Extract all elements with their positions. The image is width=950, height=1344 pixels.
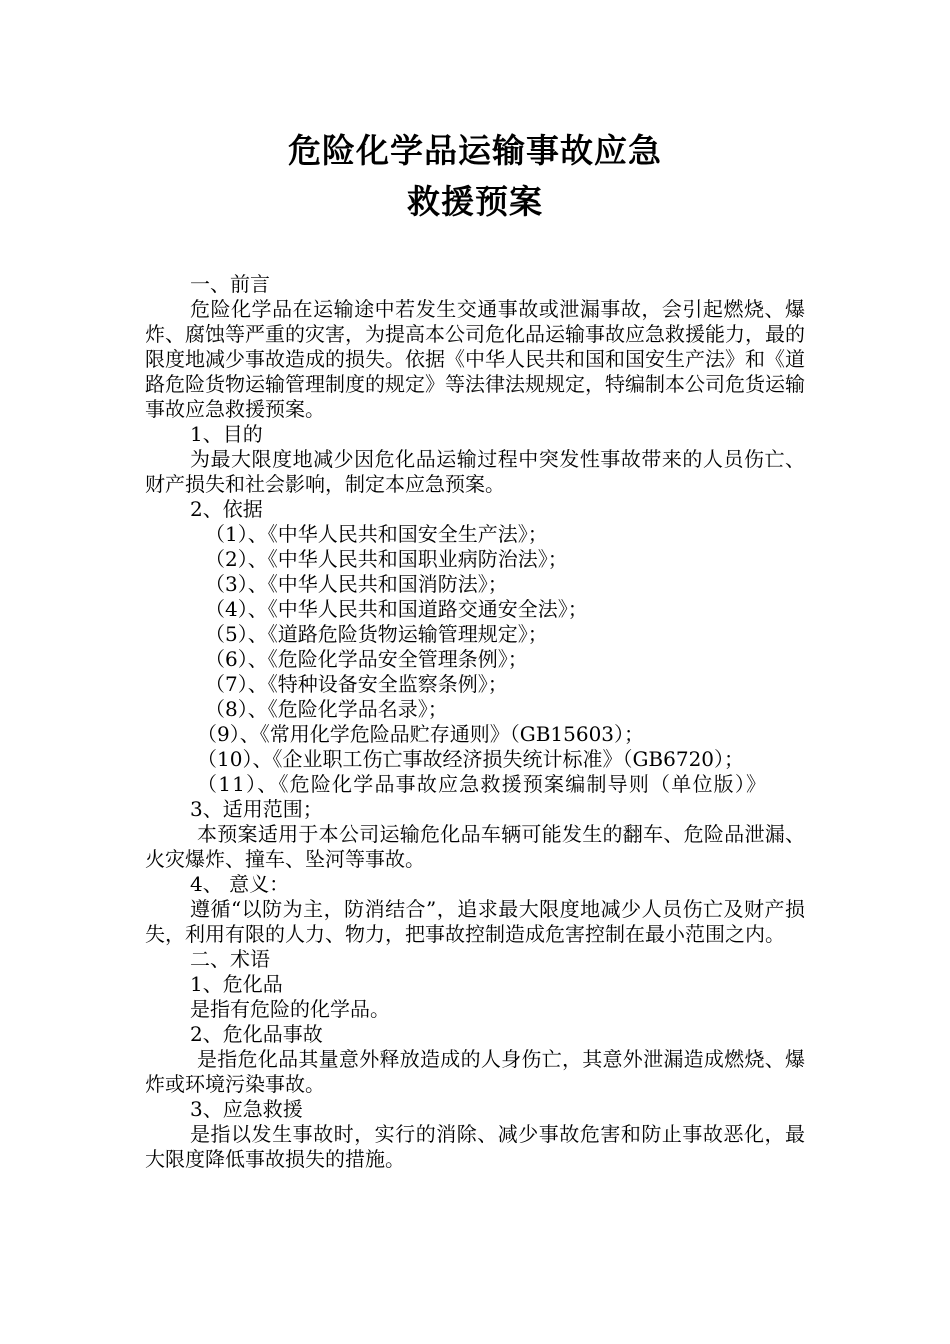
term-heading-hazchem-accident: 2、危化品事故 xyxy=(190,1022,323,1046)
basis-item-7: （7）、《特种设备安全监察条例》； xyxy=(205,672,508,696)
basis-item-9: （9）、《常用化学危险品贮存通则》（GB15603）； xyxy=(197,722,645,746)
basis-item-3: （3）、《中华人民共和国消防法》； xyxy=(205,572,508,596)
paragraph-purpose: 为最大限度地减少因危化品运输过程中突发性事故带来的人员伤亡、财产损失和社会影响，制定本应急预案。 xyxy=(145,447,805,496)
section-heading-terms: 二、术语 xyxy=(190,947,270,971)
basis-item-2: （2）、《中华人民共和国职业病防治法》； xyxy=(205,547,568,571)
subheading-significance: 4、 意义： xyxy=(190,872,290,896)
document-title-line1: 危险化学品运输事故应急 xyxy=(288,131,662,170)
subheading-scope: 3、适用范围； xyxy=(190,797,323,821)
paragraph-significance: 遵循“以防为主，防消结合”，追求最大限度地减少人员伤亡及财产损失，利用有限的人力、物力，把事故控制造成危害控制在最小范围之内。 xyxy=(145,897,805,946)
subheading-basis: 2、依据 xyxy=(190,497,263,521)
document-title-line2: 救援预案 xyxy=(407,182,543,221)
basis-item-1: （1）、《中华人民共和国安全生产法》； xyxy=(205,522,548,546)
section-heading-preface: 一、前言 xyxy=(190,272,270,296)
term-heading-hazchem: 1、危化品 xyxy=(190,972,283,996)
basis-item-4: （4）、《中华人民共和国道路交通安全法》； xyxy=(205,597,588,621)
subheading-purpose: 1、目的 xyxy=(190,422,263,446)
paragraph-preface: 危险化学品在运输途中若发生交通事故或泄漏事故，会引起燃烧、爆炸、腐蚀等严重的灾害，为提高本公司危化品运输事故应急救援能力，最的限度地减少事故造成的损失。依据《中华人民共和国和国安生产法》和《道路危险货物运输管理制度的规定》等法律法规规定，特编制本公司危货运输事故应急救援预案。 xyxy=(145,297,805,421)
paragraph-scope: 本预案适用于本公司运输危化品车辆可能发生的翻车、危险品泄漏、火灾爆炸、撞车、坠河等事故。 xyxy=(145,822,805,871)
term-definition-hazchem-accident: 是指危化品其量意外释放造成的人身伤亡，其意外泄漏造成燃烧、爆炸或环境污染事故。 xyxy=(145,1047,805,1096)
basis-item-5: （5）、《道路危险货物运输管理规定》； xyxy=(205,622,548,646)
document-page xyxy=(145,0,805,1344)
term-definition-hazchem: 是指有危险的化学品。 xyxy=(190,997,390,1021)
term-heading-emergency-rescue: 3、应急救援 xyxy=(190,1097,303,1121)
document-body xyxy=(145,272,805,1172)
term-definition-emergency-rescue: 是指以发生事故时，实行的消除、减少事故危害和防止事故恶化，最大限度降低事故损失的措施。 xyxy=(145,1122,805,1171)
basis-item-6: （6）、《危险化学品安全管理条例》； xyxy=(205,647,528,671)
basis-item-8: （8）、《危险化学品名录》； xyxy=(205,697,448,721)
basis-item-10: （10）、《企业职工伤亡事故经济损失统计标准》（GB6720）； xyxy=(197,747,745,771)
basis-item-11: （11）、《危险化学品事故应急救援预案编制导则（单位版）》 xyxy=(197,772,768,796)
